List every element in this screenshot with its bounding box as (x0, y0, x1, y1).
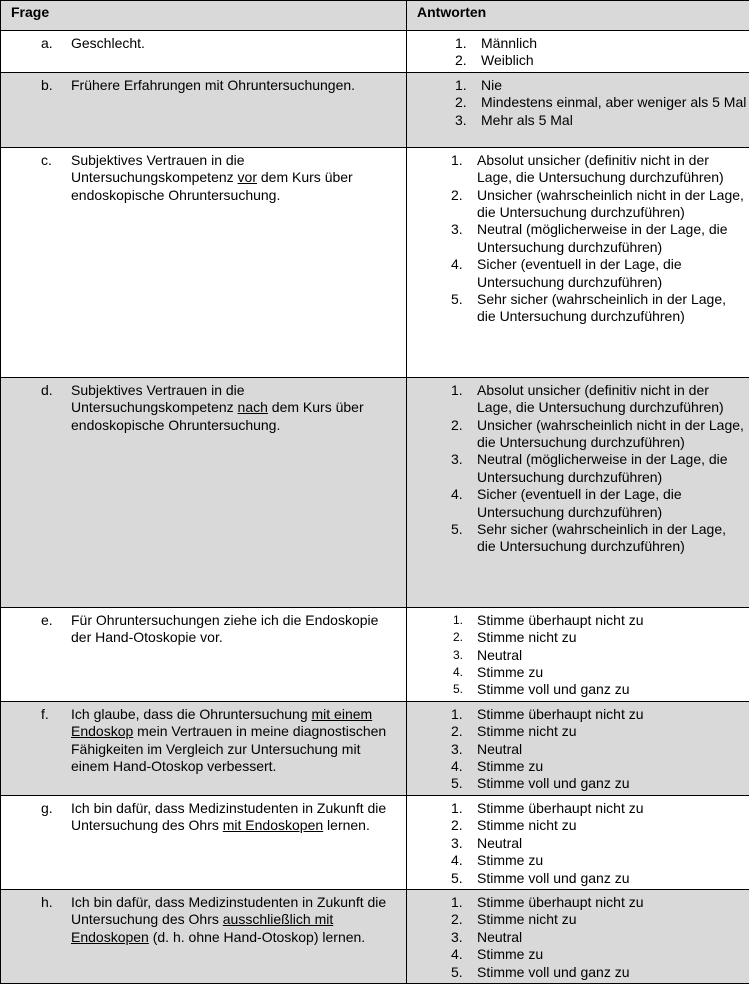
answer-item: 2. Stimme nicht zu (407, 817, 747, 834)
answer-item: 4. Sicher (eventuell in der Lage, die Untersuchung durchzuführen) (407, 486, 747, 521)
table-row (1, 377, 749, 607)
answers-cell (407, 889, 749, 983)
answer-item: 2. Stimme nicht zu (407, 911, 747, 928)
answer-item: 4. Stimme zu (407, 946, 747, 963)
question-text: Subjektives Vertrauen in die Untersuchungskompetenz vor dem Kurs über endoskopische Ohruntersuchung. (71, 152, 402, 204)
table-row (1, 147, 749, 377)
header-antworten: Antworten (407, 1, 749, 31)
question-cell (1, 795, 407, 889)
question-letter: f. (1, 706, 71, 776)
answer-item: 3. Neutral (407, 647, 747, 664)
table-row (1, 795, 749, 889)
question-cell (1, 889, 407, 983)
question-text: Subjektives Vertrauen in die Untersuchungskompetenz nach dem Kurs über endoskopische Ohruntersuchung. (71, 382, 402, 434)
question-cell (1, 607, 407, 701)
question-text: Für Ohruntersuchungen ziehe ich die Endoskopie der Hand-Otoskopie vor. (71, 612, 402, 647)
answers-cell (407, 377, 749, 607)
answer-item: 3. Neutral (407, 741, 747, 758)
answer-item: 1. Stimme überhaupt nicht zu (407, 612, 747, 629)
answer-item: 3. Neutral (407, 929, 747, 946)
answer-item: 2. Unsicher (wahrscheinlich nicht in der Lage, die Untersuchung durchzuführen) (407, 417, 747, 452)
question-letter: b. (1, 77, 71, 94)
question-cell (1, 377, 407, 607)
table-row (1, 889, 749, 983)
question-letter: d. (1, 382, 71, 434)
answer-item: 2. Weiblich (407, 52, 747, 69)
question-letter: c. (1, 152, 71, 204)
answer-item: 2. Unsicher (wahrscheinlich nicht in der Lage, die Untersuchung durchzuführen) (407, 187, 747, 222)
answer-item: 5. Stimme voll und ganz zu (407, 775, 747, 792)
answer-item: 5. Stimme voll und ganz zu (407, 681, 747, 698)
answer-item: 1. Absolut unsicher (definitiv nicht in der Lage, die Untersuchung durchzuführen) (407, 382, 747, 417)
answer-item: 3. Neutral (möglicherweise in der Lage, die Untersuchung durchzuführen) (407, 221, 747, 256)
answers-cell (407, 701, 749, 795)
answers-cell (407, 147, 749, 377)
answer-item: 3. Neutral (407, 835, 747, 852)
answer-item: 4. Stimme zu (407, 758, 747, 775)
answer-item: 1. Männlich (407, 35, 747, 52)
question-text: Ich bin dafür, dass Medizinstudenten in Zukunft die Untersuchung des Ohrs ausschließlich mit Endoskopen (d. h. ohne Hand-Otoskop) lernen. (71, 894, 402, 946)
question-text: Geschlecht. (71, 35, 402, 52)
question-cell (1, 701, 407, 795)
question-cell (1, 147, 407, 377)
table-row (1, 701, 749, 795)
table-row (1, 607, 749, 701)
question-text: Ich bin dafür, dass Medizinstudenten in Zukunft die Untersuchung des Ohrs mit Endoskopen lernen. (71, 800, 402, 835)
header-frage: Frage (1, 1, 407, 31)
table-row (1, 31, 749, 73)
answer-item: 1. Stimme überhaupt nicht zu (407, 800, 747, 817)
answer-item: 3. Mehr als 5 Mal (407, 112, 747, 129)
answers-cell (407, 795, 749, 889)
answer-item: 1. Absolut unsicher (definitiv nicht in der Lage, die Untersuchung durchzuführen) (407, 152, 747, 187)
question-text: Frühere Erfahrungen mit Ohruntersuchungen. (71, 77, 402, 94)
answer-item: 5. Sehr sicher (wahrscheinlich in der Lage, die Untersuchung durchzuführen) (407, 521, 747, 556)
header-row (1, 1, 749, 31)
answer-item: 5. Stimme voll und ganz zu (407, 870, 747, 887)
question-cell (1, 31, 407, 73)
answer-item: 2. Stimme nicht zu (407, 629, 747, 646)
answer-item: 1. Stimme überhaupt nicht zu (407, 894, 747, 911)
answer-item: 5. Sehr sicher (wahrscheinlich in der Lage, die Untersuchung durchzuführen) (407, 291, 747, 326)
answers-cell (407, 72, 749, 147)
answer-item: 4. Stimme zu (407, 852, 747, 869)
answer-item: 2. Stimme nicht zu (407, 723, 747, 740)
question-letter: g. (1, 800, 71, 835)
answers-cell (407, 31, 749, 73)
question-letter: h. (1, 894, 71, 946)
answer-item: 1. Stimme überhaupt nicht zu (407, 706, 747, 723)
answers-cell (407, 607, 749, 701)
question-letter: e. (1, 612, 71, 647)
answer-item: 3. Neutral (möglicherweise in der Lage, die Untersuchung durchzuführen) (407, 451, 747, 486)
answer-item: 2. Mindestens einmal, aber weniger als 5 Mal (407, 94, 747, 111)
answer-item: 4. Stimme zu (407, 664, 747, 681)
question-text: Ich glaube, dass die Ohruntersuchung mit einem Endoskop mein Vertrauen in meine diagnostischen Fähigkeiten im Vergleich zur Untersuchung mit einem Hand-Otoskop verbessert. (71, 706, 402, 776)
table-row (1, 72, 749, 147)
answer-item: 1. Nie (407, 77, 747, 94)
question-cell (1, 72, 407, 147)
answer-item: 5. Stimme voll und ganz zu (407, 964, 747, 981)
answer-item: 4. Sicher (eventuell in der Lage, die Untersuchung durchzuführen) (407, 256, 747, 291)
question-letter: a. (1, 35, 71, 52)
